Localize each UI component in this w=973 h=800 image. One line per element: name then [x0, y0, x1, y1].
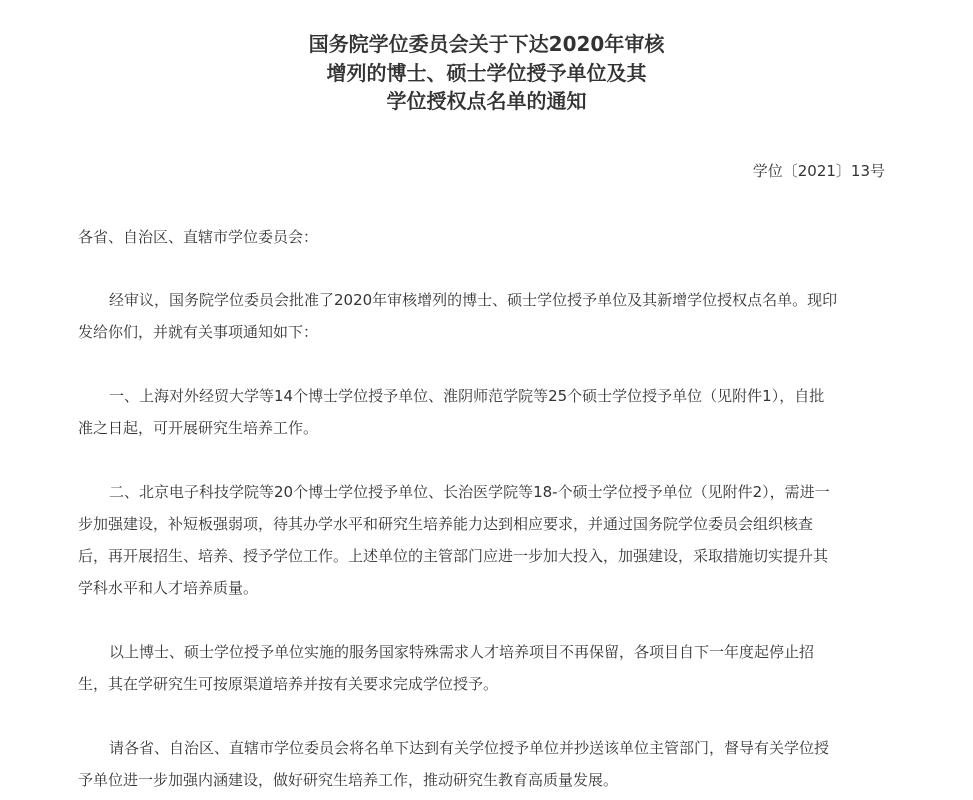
title-line: 增列的博士、硕士学位授予单位及其 [326, 60, 647, 85]
paragraph-line: 生，其在学研究生可按原渠道培养并按有关要求完成学位授予。 [78, 675, 499, 693]
title-line: 学位授权点名单的通知 [386, 89, 587, 113]
paragraph-1 [78, 284, 898, 348]
paragraph-line: 予单位进一步加强内涵建设，做好研究生培养工作，推动研究生教育高质量发展。 [78, 771, 619, 789]
paragraph-2 [78, 380, 898, 444]
salutation: 各省、自治区、直辖市学位委员会： [78, 228, 319, 246]
paragraph-line: 学科水平和人才培养质量。 [78, 579, 259, 597]
paragraph-line: 后，再开展招生、培养、授予学位工作。上述单位的主管部门应进一步加大投入，加强建设，采取措施切实提升其 [78, 547, 829, 565]
paragraph-5 [78, 732, 898, 796]
paragraph-line: 经审议，国务院学位委员会批准了2020年审核增列的博士、硕士学位授予单位及其新增学位授权点名单。现印 [109, 291, 838, 309]
paragraph-line: 发给你们，并就有关事项通知如下： [78, 323, 319, 341]
paragraph-line: 以上博士、硕士学位授予单位实施的服务国家特殊需求人才培养项目不再保留，各项目自下一年度起停止招 [109, 643, 815, 661]
paragraph-line: 一、上海对外经贸大学等14个博士学位授予单位、淮阴师范学院等25个硕士学位授予单位（见附件1），自批 [109, 387, 825, 405]
document-title [0, 30, 973, 116]
paragraph-line: 请各省、自治区、直辖市学位委员会将名单下达到有关学位授予单位并抄送该单位主管部门，督导有关学位授 [109, 739, 830, 757]
title-line: 国务院学位委员会关于下达2020年审核 [308, 32, 665, 56]
document-number: 学位〔2021〕13号 [752, 162, 885, 180]
paragraph-line: 准之日起，可开展研究生培养工作。 [78, 419, 319, 437]
paragraph-line: 二、北京电子科技学院等20个博士学位授予单位、长治医学院等18-个硕士学位授予单位（见附件2），需进一 [109, 483, 830, 501]
paragraph-3 [78, 476, 898, 604]
paragraph-line: 步加强建设，补短板强弱项，待其办学水平和研究生培养能力达到相应要求，并通过国务院学位委员会组织核查 [78, 515, 814, 533]
paragraph-4 [78, 636, 898, 700]
